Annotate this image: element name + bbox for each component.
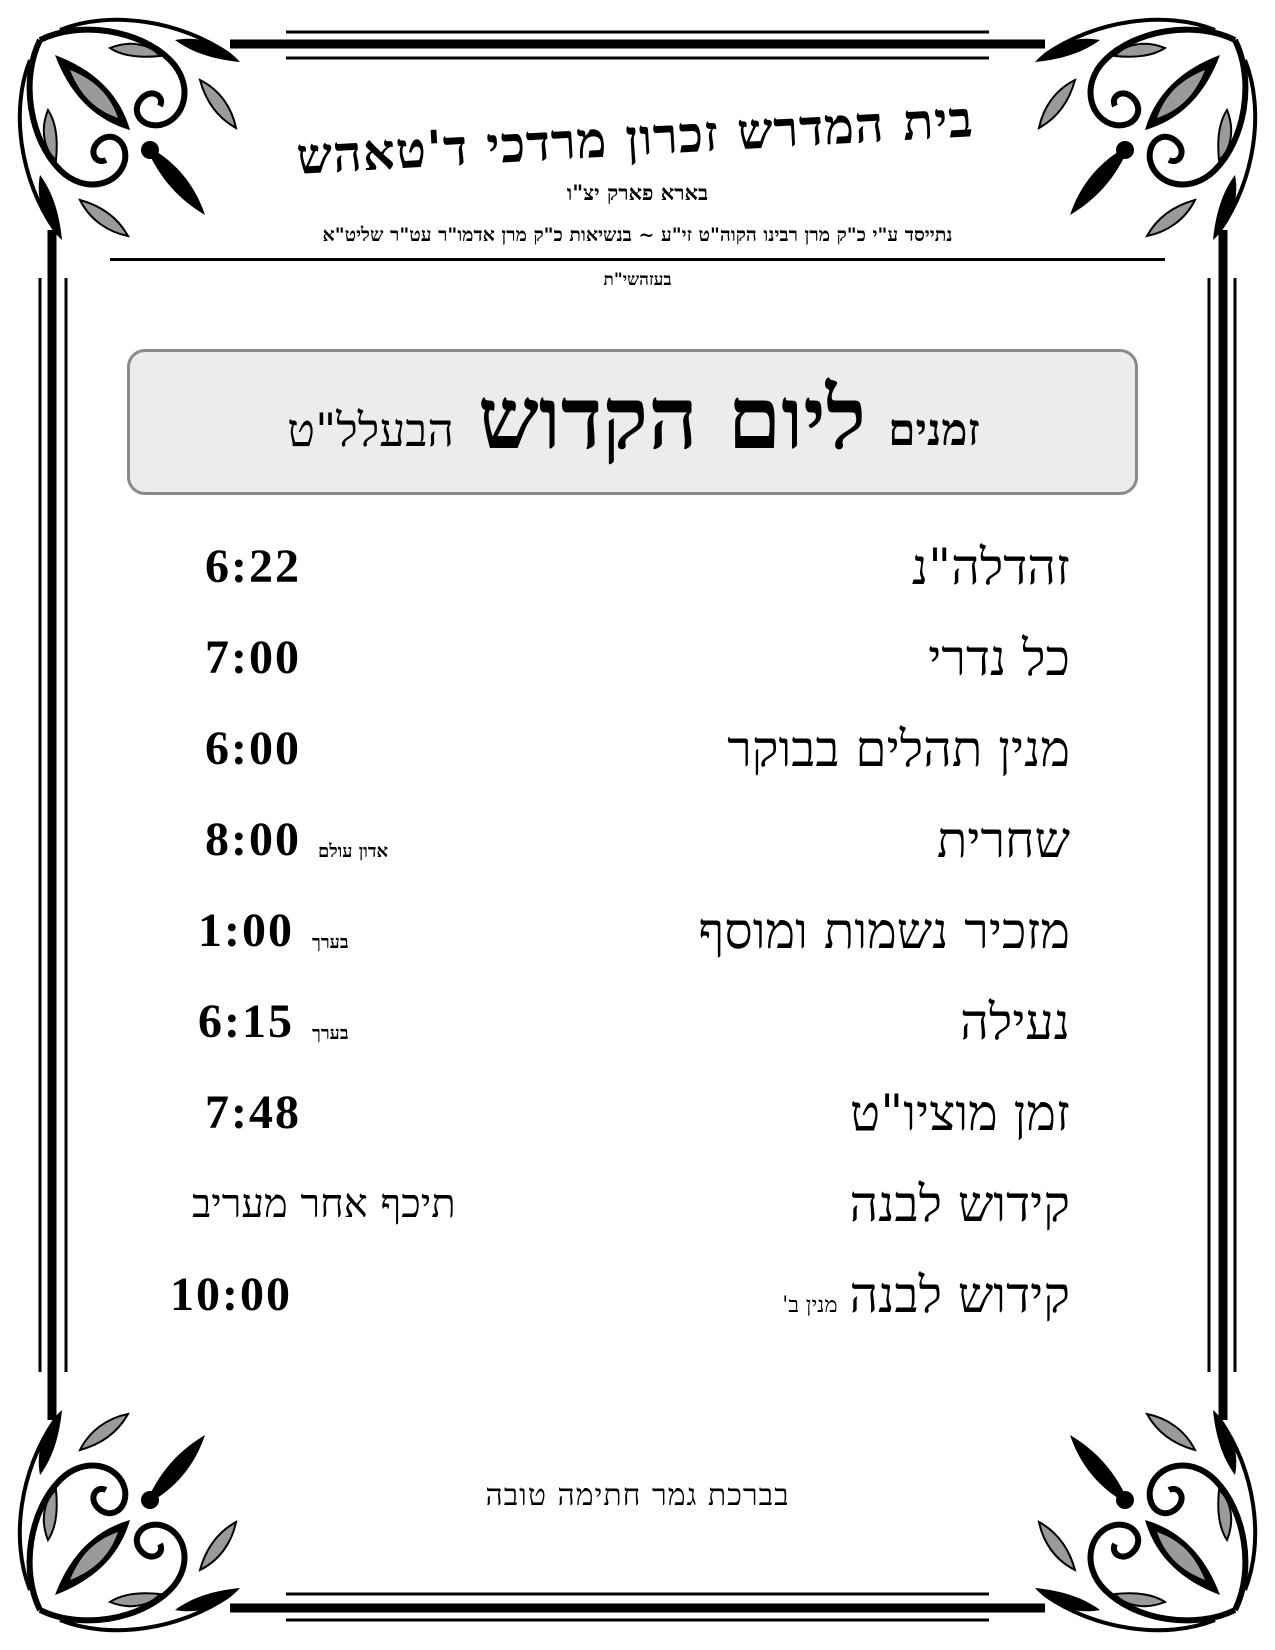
row-note: בערך: [312, 1023, 349, 1044]
schedule-row: [0, 527, 1275, 607]
row-time: 6:00: [205, 722, 301, 775]
row-time: 7:48: [205, 1086, 301, 1139]
row-label: מזכיר נשמות ומוסף: [698, 902, 1070, 960]
schedule-row: [0, 1164, 1275, 1244]
row-label: נעילה: [960, 993, 1070, 1051]
title-box: [127, 349, 1138, 495]
location-line: בארא פארק יצ"ו: [566, 180, 709, 205]
row-time-text: תיכף אחר מעריב: [192, 1181, 456, 1227]
row-label-note: מנין ב': [782, 1293, 838, 1318]
row-label-wrap: [782, 1255, 1070, 1346]
title-main: ליום הקדוש: [477, 367, 867, 469]
row-note: אדון עולם: [318, 841, 389, 862]
schedule-row: [0, 618, 1275, 698]
row-time: 1:00: [198, 904, 294, 957]
schedule-row: [0, 800, 1275, 880]
row-label: קידוש לבנה: [849, 1266, 1070, 1324]
founded-line: נתייסד ע"י כ"ק מרן רבינו הקוה"ט זי"ע ~ בנשיאות כ"ק מרן אדמו"ר עט"ר שליט"א: [322, 224, 953, 246]
row-time: 7:00: [205, 631, 301, 684]
schedule-row: [0, 1255, 1275, 1335]
row-label: מנין תהלים בבוקר: [727, 720, 1070, 778]
row-time: 10:00: [170, 1268, 292, 1321]
header-divider: [110, 258, 1165, 261]
row-label: זהדלה"נ: [911, 538, 1070, 596]
row-label: קידוש לבנה: [849, 1175, 1070, 1233]
bh-line: בעזהשי"ת: [603, 270, 672, 290]
row-label: זמן מוציו"ט: [850, 1084, 1070, 1142]
schedule-row: [0, 1073, 1275, 1153]
row-time: 6:15: [198, 995, 294, 1048]
schedule-row: [0, 982, 1275, 1062]
row-time: 8:00: [205, 813, 301, 866]
row-label: שחרית: [936, 811, 1070, 869]
schedule-row: [0, 891, 1275, 971]
row-label: כל נדרי: [928, 629, 1070, 687]
title-suffix: הבעלל"ט: [287, 403, 454, 457]
institution-title: בית המדרש זכרון מרדכי ד'טאהש: [294, 89, 976, 186]
footer-blessing: בברכת גמר חתימה טובה: [485, 1478, 790, 1513]
row-note: בערך: [312, 932, 349, 953]
row-time: 6:22: [205, 540, 301, 593]
title-prefix: זמנים: [888, 404, 980, 456]
schedule-row: [0, 709, 1275, 789]
